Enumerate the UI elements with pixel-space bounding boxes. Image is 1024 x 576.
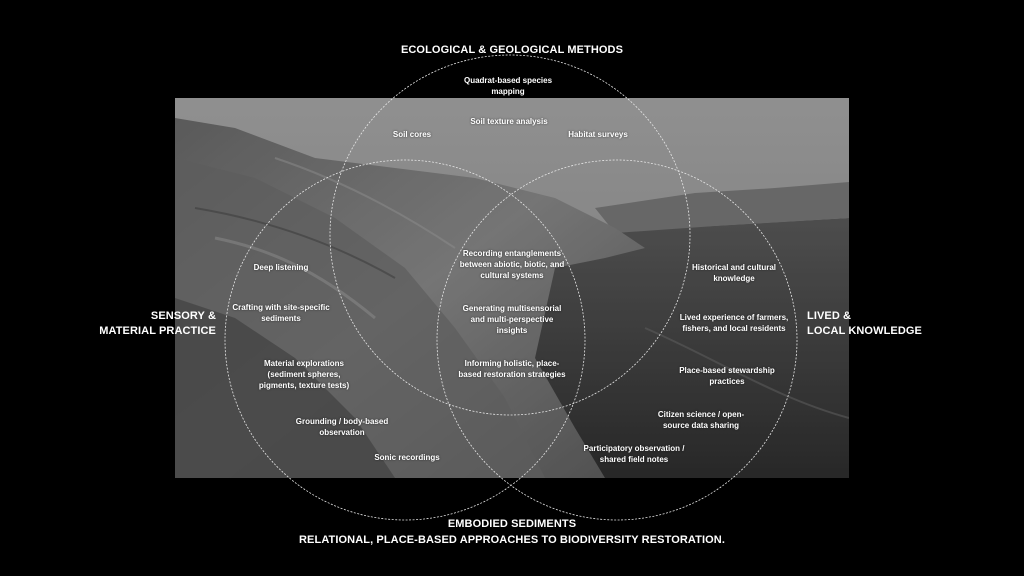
heading-sensory: SENSORY & MATERIAL PRACTICE	[99, 310, 216, 337]
diagram-subtitle: RELATIONAL, PLACE-BASED APPROACHES TO BIODIVERSITY RESTORATION.	[299, 534, 725, 546]
item-habitat-surveys: Habitat surveys	[568, 130, 628, 139]
item-soil-texture: Soil texture analysis	[470, 117, 548, 126]
item-lived-experience: Lived experience of farmers, fishers, and local residents	[679, 313, 789, 333]
item-entanglements: Recording entanglements between abiotic, biotic, and cultural systems	[459, 249, 565, 280]
item-stewardship: Place-based stewardship practices	[679, 366, 775, 386]
item-quadrat: Quadrat-based species mapping	[463, 76, 553, 96]
circle-lived	[437, 160, 797, 520]
item-multisensorial: Generating multisensorial and multi-perspective insights	[462, 304, 562, 335]
item-soil-cores: Soil cores	[392, 130, 432, 139]
circle-sensory	[225, 160, 585, 520]
item-deep-listening: Deep listening	[253, 263, 309, 272]
item-participatory: Participatory observation / shared field notes	[583, 444, 685, 464]
heading-ecological: ECOLOGICAL & GEOLOGICAL METHODS	[400, 44, 624, 56]
item-material-explorations: Material explorations (sediment spheres, pigments, texture tests)	[258, 359, 350, 390]
diagram-title: EMBODIED SEDIMENTS	[447, 518, 577, 530]
item-sonic-recordings: Sonic recordings	[374, 453, 440, 462]
item-grounding: Grounding / body-based observation	[295, 417, 389, 437]
item-holistic: Informing holistic, place- based restoration strategies	[458, 359, 566, 379]
item-citizen-science: Citizen science / open- source data sharing	[657, 410, 745, 430]
item-historical: Historical and cultural knowledge	[691, 263, 777, 283]
heading-lived: LIVED & LOCAL KNOWLEDGE	[807, 310, 922, 337]
item-crafting: Crafting with site-specific sediments	[232, 303, 330, 323]
